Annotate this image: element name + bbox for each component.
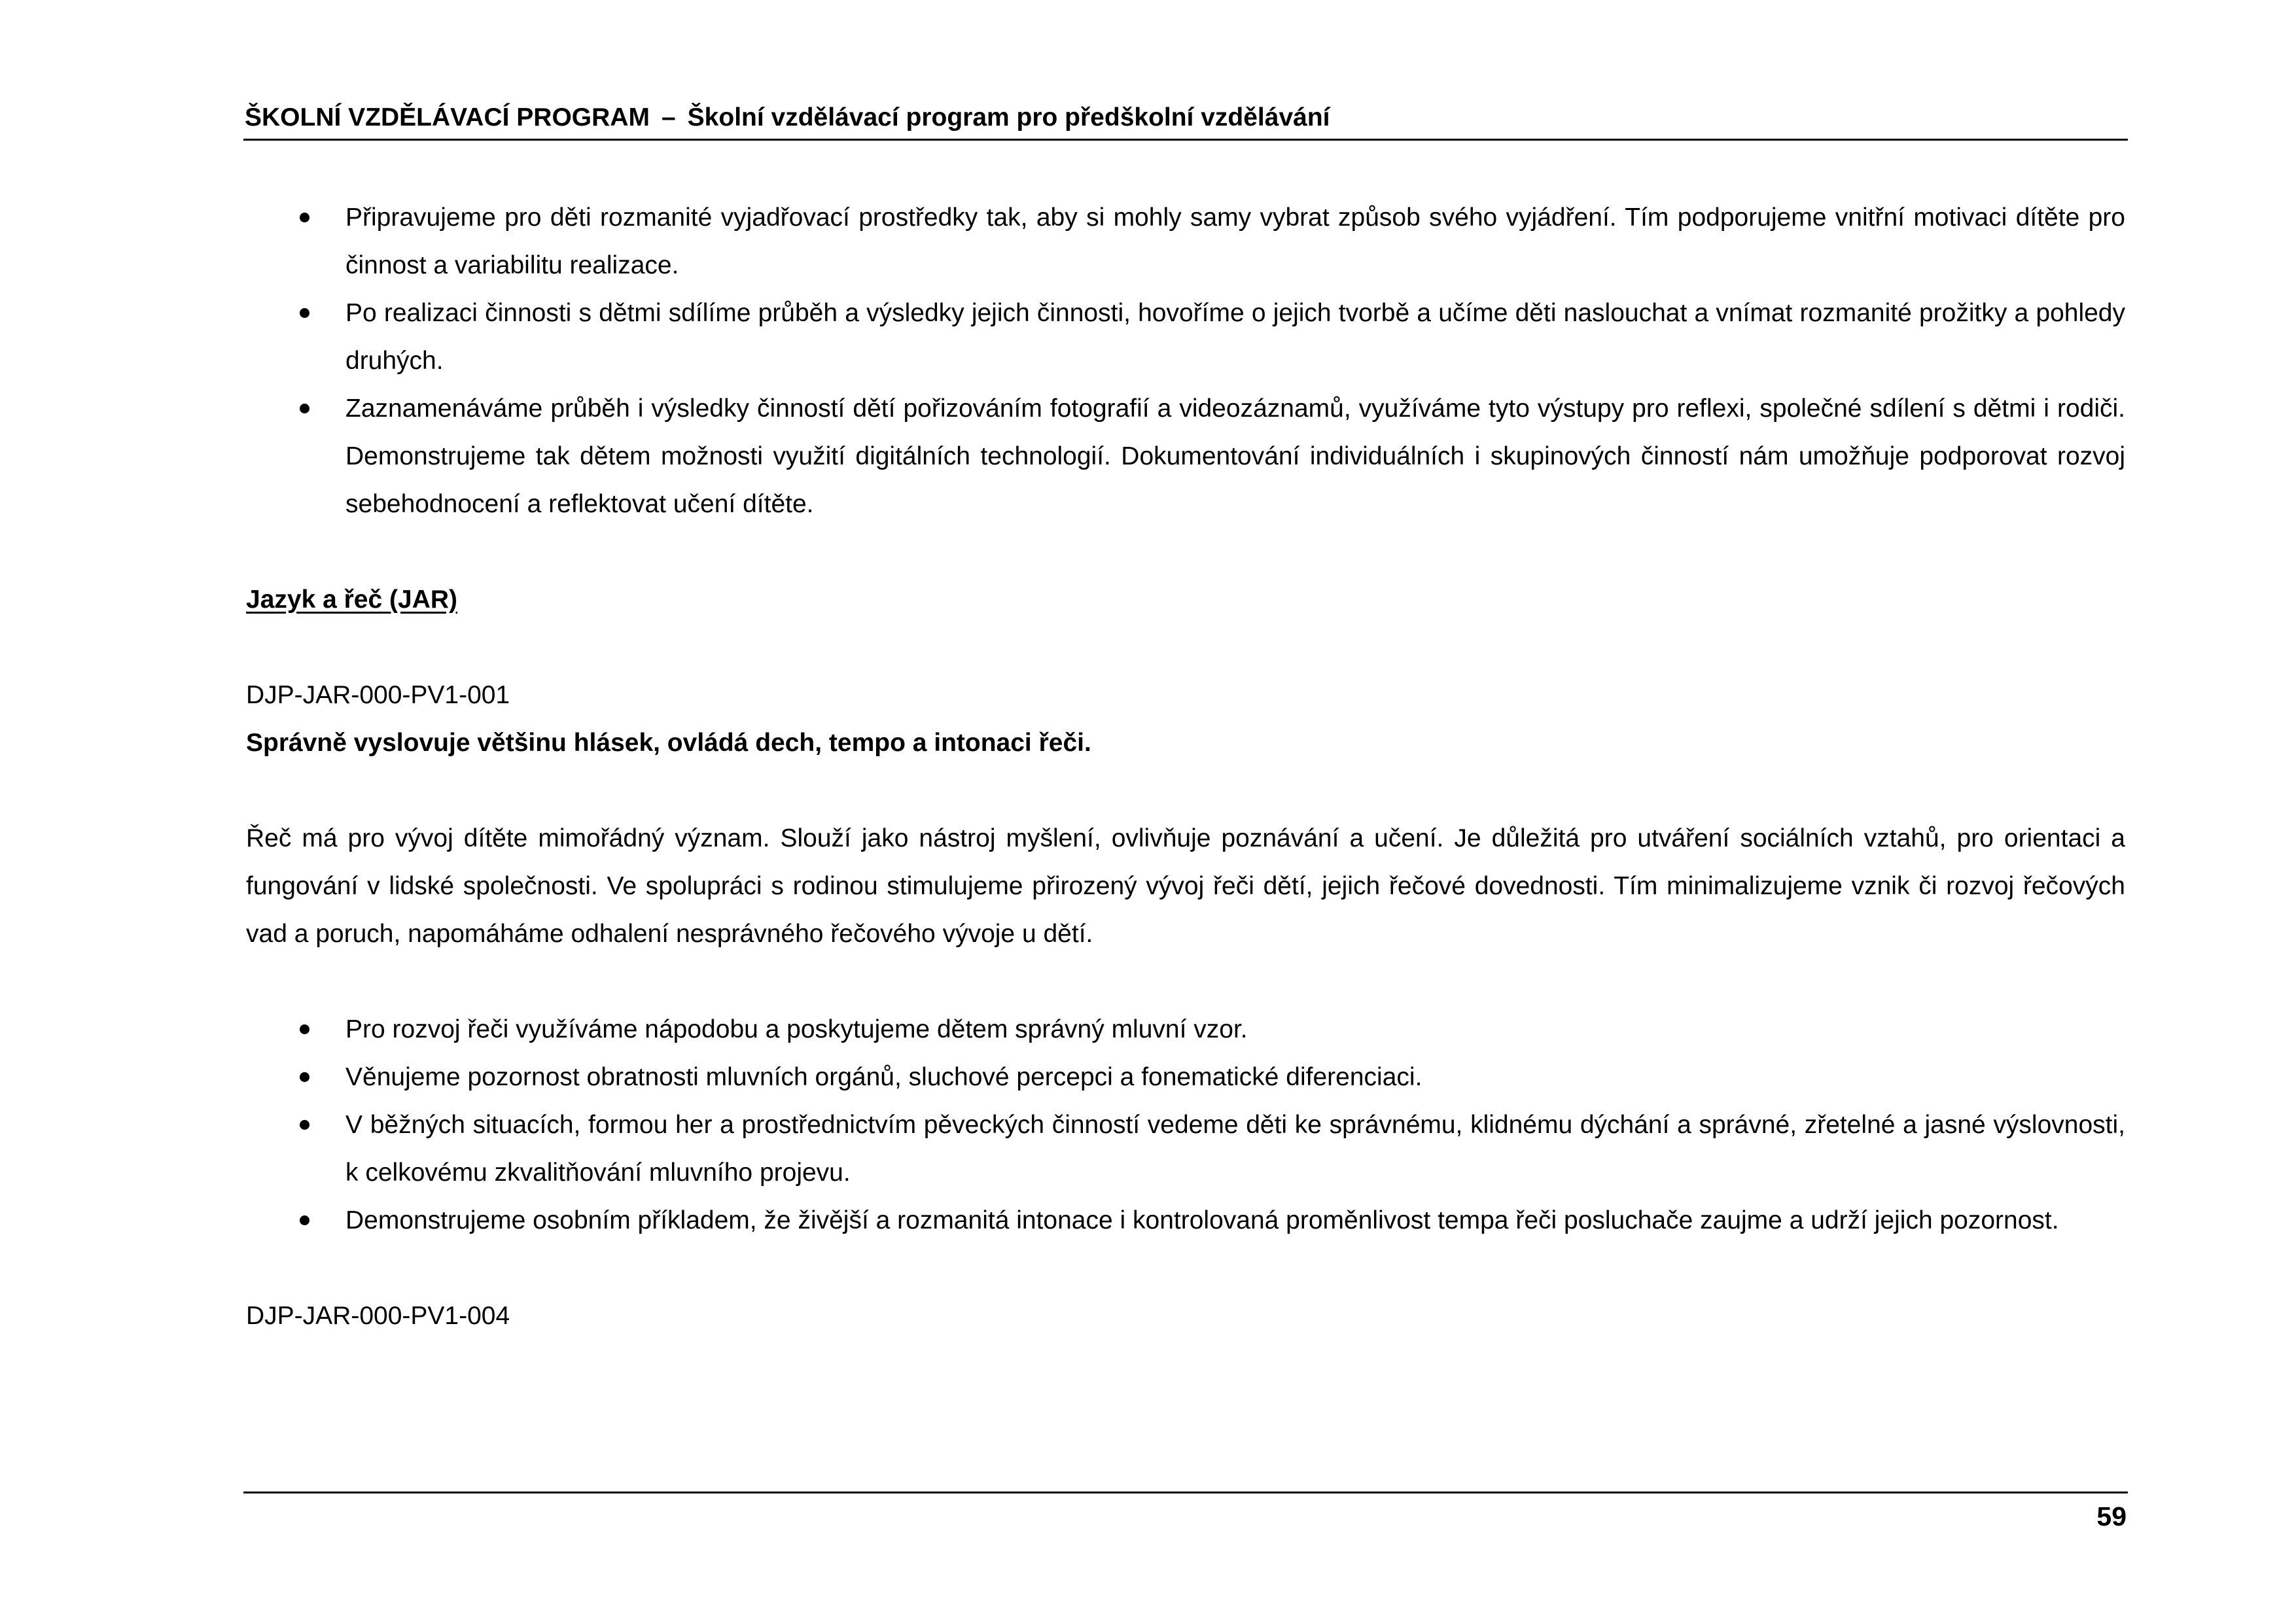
bullet-icon — [300, 1072, 309, 1082]
section-heading: Jazyk a řeč (JAR) — [246, 585, 458, 614]
list-item-text: V běžných situacích, formou her a prostřednictvím pěveckých činností vedeme děti ke správnému, klidnému dýchání a správné, zřetelné a jasné výslovnosti, k celkovému zkvalitňování mluvního projevu. — [345, 1111, 2125, 1187]
list-item-text: Připravujeme pro děti rozmanité vyjadřovací prostředky tak, aby si mohly samy vybrat způsob svého vyjádření. Tím podporujeme vnitřní motivaci dítěte pro činnost a variabilitu realizace. — [345, 203, 2125, 279]
list-item-text: Zaznamenáváme průběh i výsledky činností dětí pořizováním fotografií a videozáznamů, využíváme tyto výstupy pro reflexi, společné sdílení s dětmi i rodiči. Demonstrujeme tak dětem možnosti využití digitálních technologií. Dokumentování individuálních i skupinových činností nám umožňuje podporovat rozvoj sebehodnocení a reflektovat učení dítěte. — [345, 394, 2125, 518]
list-item — [246, 385, 2125, 528]
section-bullet-list — [246, 1005, 2125, 1244]
outcome-code: DJP-JAR-000-PV1-004 — [246, 1302, 510, 1330]
spacer — [246, 623, 2125, 671]
spacer — [246, 1244, 2125, 1292]
bullet-icon — [300, 404, 309, 413]
spacer — [246, 958, 2125, 1005]
list-item — [246, 1196, 2125, 1244]
header-program-title: ŠKOLNÍ VZDĚLÁVACÍ PROGRAM — [245, 103, 650, 131]
bullet-icon — [300, 1120, 309, 1130]
page-number: 59 — [2096, 1501, 2127, 1531]
list-item-text: Věnujeme pozornost obratnosti mluvních orgánů, sluchové percepci a fonematické diferenciaci. — [345, 1063, 1422, 1091]
list-item-text: Po realizaci činnosti s dětmi sdílíme průběh a výsledky jejich činnosti, hovoříme o jejich tvorbě a učíme děti naslouchat a vnímat rozmanité prožitky a pohledy druhých. — [345, 299, 2125, 375]
bullet-icon — [300, 1215, 309, 1225]
outcome-statement: Správně vyslovuje většinu hlásek, ovládá dech, tempo a intonaci řeči. — [246, 729, 1091, 757]
page-header — [245, 98, 2127, 137]
outcome-code: DJP-JAR-000-PV1-001 — [246, 681, 510, 709]
list-item — [246, 1101, 2125, 1196]
bullet-icon — [300, 213, 309, 222]
list-item — [246, 1005, 2125, 1053]
list-item-text: Pro rozvoj řeči využíváme nápodobu a poskytujeme dětem správný mluvní vzor. — [345, 1015, 1248, 1043]
bullet-icon — [300, 1024, 309, 1034]
page-content — [246, 194, 2125, 1340]
spacer — [246, 767, 2125, 814]
intro-bullet-list — [246, 194, 2125, 528]
list-item — [246, 194, 2125, 289]
body-paragraph: Řeč má pro vývoj dítěte mimořádný význam. Slouží jako nástroj myšlení, ovlivňuje poznávání a učení. Je důležitá pro utváření sociálních vztahů, pro orientaci a fungování v lidské společnosti. Ve spolupráci s rodinou stimulujeme přirozený vývoj řeči dětí, jejich řečové dovednosti. Tím minimalizujeme vznik či rozvoj řečových vad a poruch, napomáháme odhalení nesprávného řečového vývoje u dětí. — [246, 824, 2125, 948]
list-item — [246, 289, 2125, 385]
list-item-text: Demonstrujeme osobním příkladem, že živější a rozmanitá intonace i kontrolovaná proměnlivost tempa řeči posluchače zaujme a udrží jejich pozornost. — [345, 1206, 2059, 1234]
header-separator: – — [661, 103, 676, 131]
header-rule — [243, 139, 2128, 141]
header-subtitle: Školní vzdělávací program pro předškolní vzdělávání — [687, 103, 1330, 131]
footer-rule — [243, 1492, 2128, 1493]
list-item — [246, 1053, 2125, 1101]
bullet-icon — [300, 308, 309, 318]
spacer — [246, 528, 2125, 576]
